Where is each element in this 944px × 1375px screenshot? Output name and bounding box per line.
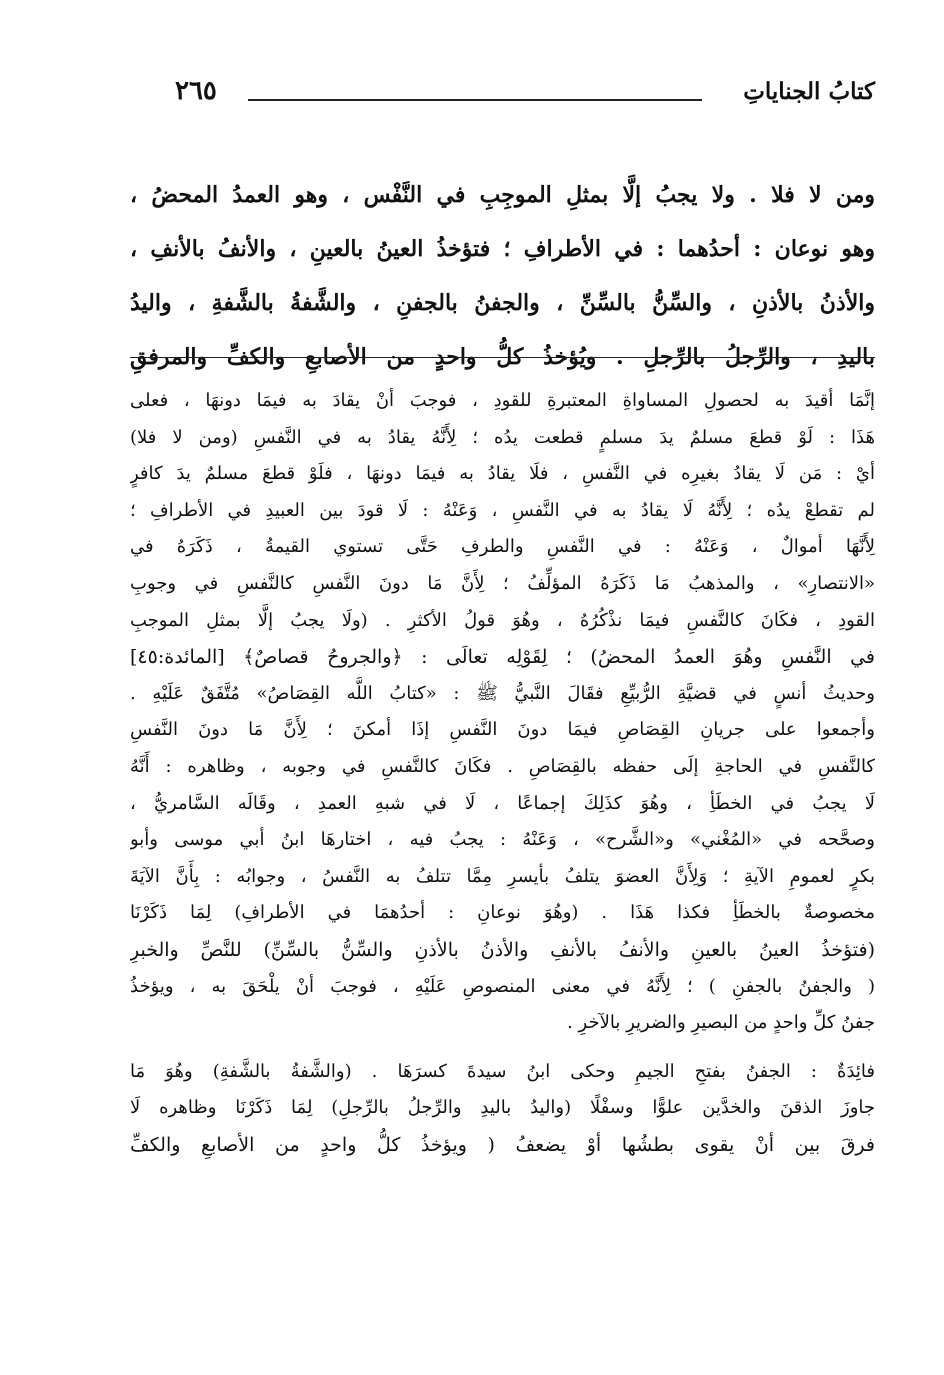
commentary <box>130 383 875 1163</box>
main-text <box>130 168 875 384</box>
commentary-line: وصحَّحه في «المُغْني» و«الشَّرح» ، وَعَنْهُ : يجبُ فيه ، اختارهَا ابنُ أبي موسى وأبو <box>130 829 875 851</box>
commentary-line: «الانتصارِ» ، والمذهبُ مَا ذَكَرَهُ المؤلِّفُ ؛ لِأَنَّ مَا دونَ النَّفسِ كالنَّفسِ في وجوبِ <box>130 572 875 594</box>
paragraph-gap <box>130 1042 875 1054</box>
page-number: ٢٦٥ <box>175 76 217 106</box>
main-text-line: وهو نوعان : أحدُهما : في الأطرافِ ؛ فتؤخذُ العينُ بالعينِ ، والأنفُ بالأنفِ ، <box>130 236 875 262</box>
chapter-title: كتابُ الجناياتِ <box>743 78 875 105</box>
commentary-line: في النَّفسِ وهُوَ العمدُ المحضُ) ؛ لِقَوْلِه تعالَى : ﴿والجروحُ قصاصٌ﴾ [المائدة:٤٥] <box>130 646 875 669</box>
note-line: فرقَ بين أنْ يقوى بطشُها أوْ يضعفُ ( ويؤخذُ كلُّ واحدٍ من الأصابعِ والكفِّ <box>130 1133 875 1156</box>
main-text-line: ومن لا فلا . ولا يجبُ إلَّا بمثلِ الموجِبِ في النَّفْس ، وهو العمدُ المحضُ ، <box>130 182 875 208</box>
commentary-line: بكرٍ لعمومِ الآيةِ ؛ وَلِأَنَّ العضوَ يتلفُ بأيسرِ مِمَّا تتلفُ به النَّفسُ ، وجوابُه : بِأَنَّ الآيَةَ <box>130 865 875 887</box>
commentary-line: ( والجفنُ بالجفنِ ) ؛ لِأَنَّهُ في معنى المنصوصِ عَلَيْهِ ، فوجبَ أنْ يلْحَقَ به ، ويؤخذُ <box>130 975 875 997</box>
commentary-line: أيْ : مَن لَا يقادُ بغيرِه في النَّفسِ ، فلَا يقادُ به فيمَا دونهَا ، فلَوْ قطعَ مسلمٌ يدَ كافرٍ <box>130 463 875 485</box>
commentary-line: لم تقطعْ يدُه ؛ لِأَنَّهُ لَا يقادُ به في النَّفسِ ، وَعَنْهُ : لَا قودَ بين العبيدِ في الأطرافِ ؛ <box>130 499 875 521</box>
note-line: جاوزَ الذقنَ والخدَّين علوًّا وسفْلًا (واليدُ باليدِ والرِّجلُ بالرِّجلِ) لِمَا ذَكَرْنَا وظاهره لَا <box>130 1097 875 1119</box>
main-text-line: والأذنُ بالأذنِ ، والسِّنُّ بالسِّنِّ ، والجفنُ بالجفنِ ، والشَّفةُ بالشَّفةِ ، واليدُ <box>130 290 875 316</box>
note-line: فائِدَةٌ : الجفنُ بفتحِ الجيمِ وحكى ابنُ سيدةَ كسرَهَا . (والشَّفةُ بالشَّفةِ) وهُوَ مَا <box>130 1060 875 1082</box>
commentary-line: (فتؤخذُ العينُ بالعينِ والأنفُ بالأنفِ والأذنُ بالأذنِ والسِّنُّ بالسِّنِّ) للنَّصِّ والخبرِ <box>130 938 875 961</box>
commentary-line: مخصوصةٌ بالخطَأِ فكذا هَذَا . (وهُوَ نوعانِ : أحدُهمَا في الأطرافِ) لِمَا ذَكَرْنَا <box>130 902 875 924</box>
header-rule <box>248 99 702 101</box>
commentary-line: كالنَّفسِ في الحاجةِ إلَى حفظه بالقِصَاصِ . فكَانَ كالنَّفسِ في وجوبه ، وظاهره : أَنَّهُ <box>130 755 875 777</box>
commentary-line: القودِ ، فكَانَ كالنَّفسِ فيمَا نذْكُرُهُ ، وهُوَ قولُ الأكثرِ . (ولَا يجبُ إلَّا بمثلِ الموجبِ <box>130 609 875 631</box>
commentary-line: لَا يجبُ في الخطَأِ ، وهُوَ كذَلِكَ إجماعًا ، لَا في شبهِ العمدِ ، وقَالَه السَّامريُّ ، <box>130 792 875 814</box>
main-text-line: باليدِ ، والرِّجلُ بالرِّجلِ . ويُؤخذُ كلُّ واحدٍ من الأصابعِ والكفِّ والمرفقِ <box>130 344 875 370</box>
commentary-line: وحديثُ أنسٍ في قضيَّةِ الرُّبيِّعِ فقَالَ النَّبيُّ ﷺ : «كتابُ اللَّه القِصَاصُ» مُتَّفَقٌ عَلَيْهِ . <box>130 682 875 704</box>
commentary-line: وأجمعوا على جريانِ القِصَاصِ فيمَا دونَ النَّفسِ إذَا أمكنَ ؛ لِأَنَّ مَا دونَ النَّفسِ <box>130 719 875 741</box>
commentary-line: هَذَا : لَوْ قطعَ مسلمٌ يدَ مسلمٍ قطعت يدُه ؛ لِأَنَّهُ يقادُ به في النَّفسِ (ومن لا فلا) <box>130 426 875 448</box>
commentary-line: إنَّمَا أقيدَ به لحصولِ المساواةِ المعتبرةِ للقودِ ، فوجبَ أنْ يقادَ به فيمَا دونهَا ، فعلى <box>130 390 875 411</box>
text-divider <box>130 357 875 358</box>
commentary-line: لِأَنَّهَا أموالٌ ، وَعَنْهُ : في النَّفسِ والطرفِ حَتَّى تستوي القيمةُ ، ذَكَرَهُ في <box>130 536 875 558</box>
commentary-line: جفنُ كلِّ واحدٍ من البصيرِ والضريرِ بالآخرِ . <box>567 1012 875 1034</box>
page-header <box>175 78 875 118</box>
